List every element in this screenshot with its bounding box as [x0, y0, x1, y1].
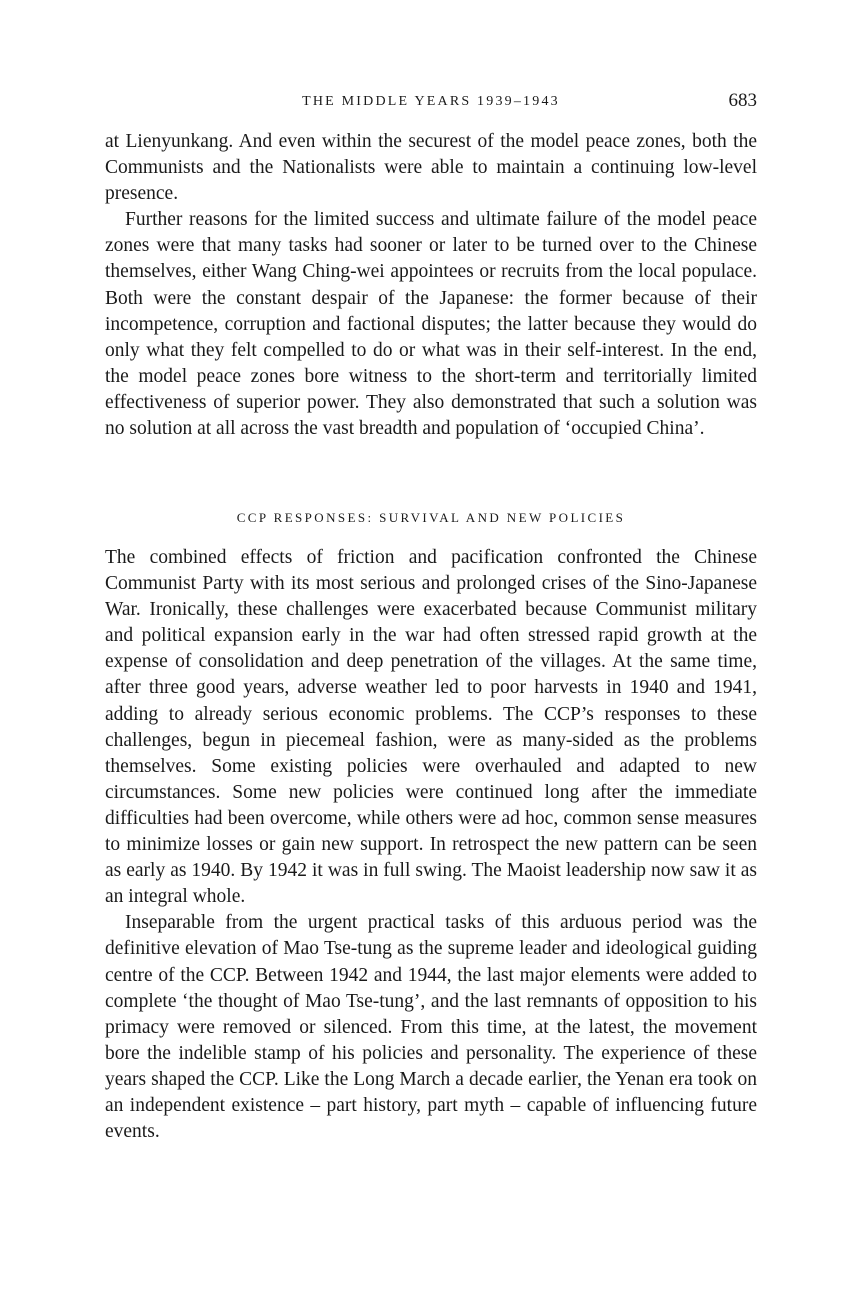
page-number: 683: [728, 90, 757, 111]
paragraph-model-peace-zones: Further reasons for the limited success and ultimate failure of the model peace zones were that many tasks had sooner or later to be turned over to the Chinese themselves, either Wang Ching-wei appointees or recruits from the local populace. Both were the constant despair of the Japanese: the former because of their incompetence, corruption and factional disputes; the latter because they would do only what they felt compelled to do or what was in their self-interest. In the end, the model peace zones bore witness to the short-term and territorially limited effectiveness of superior power. They also demonstrated that such a solution was no solution at all across the vast breadth and population of ‘occupied China’.: [105, 209, 757, 440]
text-block-before-heading: [105, 129, 757, 442]
paragraph-combined-effects: The combined effects of friction and pacification confronted the Chinese Communist Party with its most serious and prolonged crises of the Sino-Japanese War. Ironically, these challenges were exacerbated because Communist military and political expansion early in the war had often stressed rapid growth at the expense of consolidation and deep penetration of the villages. At the same time, after three good years, adverse weather led to poor harvests in 1940 and 1941, adding to already serious economic problems. The CCP’s responses to these challenges, begun in piecemeal fashion, were as many-sided as the problems themselves. Some existing policies were overhauled and adapted to new circumstances. Some new policies were continued long after the immediate difficulties had been overcome, while others were ad hoc, common sense measures to minimize losses or gain new support. In retrospect the new pattern can be seen as early as 1940. By 1942 it was in full swing. The Maoist leadership now saw it as an integral whole.: [105, 547, 757, 908]
running-title: THE MIDDLE YEARS 1939–1943: [302, 94, 560, 109]
paragraph-mao-elevation: Inseparable from the urgent practical tasks of this arduous period was the definitive elevation of Mao Tse-tung as the supreme leader and ideological guiding centre of the CCP. Between 1942 and 1944, the last major elements were added to complete ‘the thought of Mao Tse-tung’, and the last remnants of opposition to his primacy were removed or silenced. From this time, at the latest, the movement bore the indelible stamp of his policies and personality. The experience of these years shaped the CCP. Like the Long March a decade earlier, the Yenan era took on an independent existence – part history, part myth – capable of influencing future events.: [105, 912, 757, 1143]
running-head: [105, 90, 757, 114]
paragraph-continuation: at Lienyunkang. And even within the securest of the model peace zones, both the Communists and the Nationalists were able to maintain a continuing low-level presence.: [105, 131, 757, 205]
text-block-after-heading: [105, 545, 757, 1145]
section-heading: CCP RESPONSES: SURVIVAL AND NEW POLICIES: [236, 510, 626, 525]
